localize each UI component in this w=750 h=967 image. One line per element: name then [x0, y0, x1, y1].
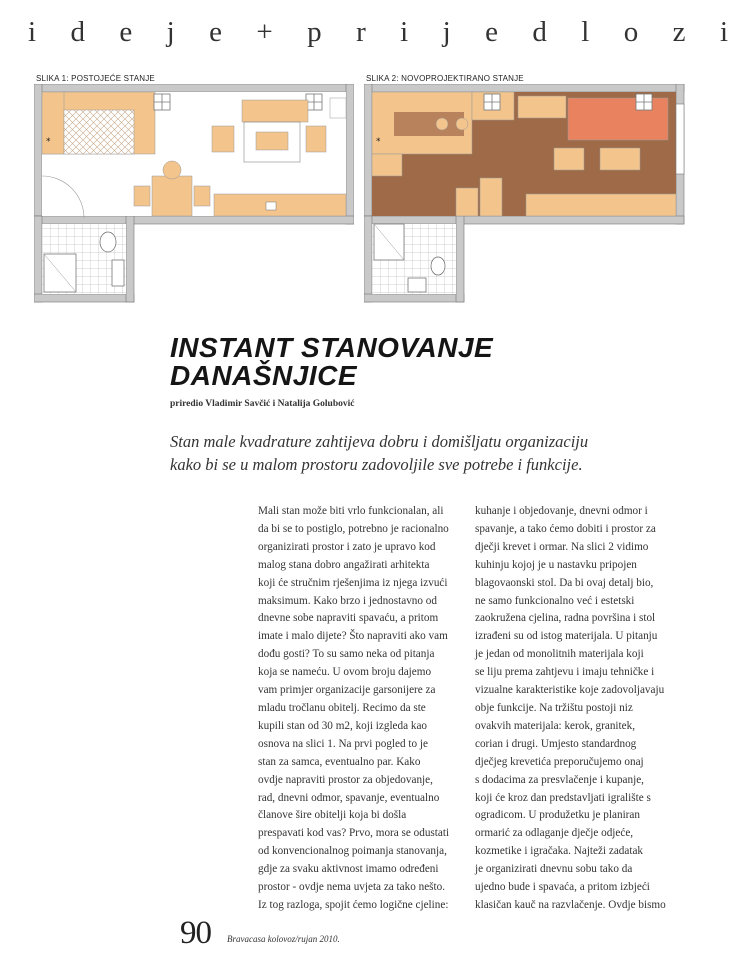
lead-paragraph — [170, 430, 690, 476]
body-line: dječji krevet i ormar. Na slici 2 vidimo — [475, 540, 649, 553]
bathroom — [42, 224, 126, 294]
body-line: vam primjer organizacije garsonijere za — [258, 684, 436, 697]
floor-plan-new — [364, 84, 686, 304]
kitchen-counter — [42, 92, 155, 154]
body-line: je organizirati dnevnu sobu tako da — [475, 863, 633, 876]
publication-name: Bravacasa kolovoz/rujan 2010. — [227, 934, 340, 944]
body-line: prostor - ovdje nema uvjeta za tako nešto. — [258, 881, 446, 894]
body-line: ujedno bude i spavaća, a pritom izbjeći — [475, 881, 650, 894]
body-line: da bi se to postiglo, potrebno je racionalno — [258, 522, 449, 535]
body-line: prespavati kod vas? Prvo, mora se odustati — [258, 827, 450, 840]
bathroom — [372, 224, 456, 294]
page-number: 90 — [180, 915, 211, 951]
section-letter: e — [209, 16, 222, 48]
balcony-door — [676, 104, 684, 174]
body-line: dođu gosti? To su samo neka od pitanja — [258, 648, 435, 661]
stool — [456, 118, 468, 130]
body-line: klasičan kauč na razvlačenje. Ovdje bismo — [475, 898, 666, 911]
stool — [436, 118, 448, 130]
section-letter: j — [166, 16, 175, 48]
body-line: stan za samca, eventualno par. Kako — [258, 755, 421, 768]
body-line: blagovaonski stol. Da bi ovaj detalj bio, — [475, 576, 654, 589]
tv-unit — [214, 194, 346, 216]
section-letter: i — [400, 16, 409, 48]
body-line: koji će stručnim rješenjima iz njega izvući — [258, 576, 448, 589]
coffee-table — [554, 148, 584, 170]
body-line: Mali stan može biti vrlo funkcionalan, ali — [258, 505, 444, 517]
body-line: koji će kroz dan predstavljati igralište s — [475, 791, 651, 804]
byline: priredio Vladimir Savčić i Natalija Golubović — [170, 399, 355, 409]
section-letter: l — [581, 16, 590, 48]
body-line: osnova na slici 1. Na prvi pogled to je — [258, 737, 428, 750]
figure-1-caption: SLIKA 1: POSTOJEĆE STANJE — [36, 74, 155, 83]
svg-text:*: * — [376, 137, 381, 147]
body-line: imate i malo dijete? Što napraviti ako vam — [258, 630, 448, 643]
storage — [480, 178, 502, 216]
article-title — [170, 334, 493, 390]
section-letter: o — [623, 16, 639, 48]
body-line: kozmetike i igračaka. Najteži zadatak — [475, 845, 644, 858]
body-column-1 — [258, 503, 464, 915]
floor-plan-existing — [34, 84, 354, 304]
body-line: ne samo funkcionalno već i estetski — [475, 594, 635, 607]
title-line-2: DANAŠNJICE — [170, 360, 358, 391]
wall-unit — [526, 194, 676, 216]
tv — [266, 202, 276, 210]
body-line: članove šire obitelji koja bi došla — [258, 809, 407, 822]
body-line: dnevne sobe napraviti spavaću, a pritom — [258, 612, 439, 625]
section-letter: d — [70, 16, 85, 48]
bed-area — [568, 98, 668, 140]
body-line: kuhinju kojoj je u nastavku pripojen — [475, 558, 637, 571]
section-letter: e — [485, 16, 498, 48]
section-letter: e — [119, 16, 133, 48]
svg-text:*: * — [46, 137, 51, 147]
body-line: vizualne karakteristike koje zadovoljavaju — [475, 684, 665, 697]
lead-line-1: Stan male kvadrature zahtijeva dobru i domišljatu organizaciju — [170, 432, 589, 451]
section-header — [28, 16, 728, 49]
crib — [518, 96, 566, 118]
section-letter: p — [307, 16, 322, 48]
body-line: ogradicom. U produžetku je planiran — [475, 809, 640, 822]
body-line: kupili stan od 30 m2, koji izgleda kao — [258, 719, 428, 732]
body-line: izrađeni su od istog materijala. U pitanju — [475, 630, 658, 643]
body-line: organizirati prostor i zato je upravo kod — [258, 540, 436, 553]
section-letter: i — [28, 16, 37, 48]
body-line: zaokružena cjelina, radna površina i stol — [475, 612, 656, 625]
dining-bar — [394, 112, 464, 136]
body-line: koja se nameću. U ovom broju dajemo — [258, 666, 432, 679]
body-line: ovakvih materijala: kerok, granitek, — [475, 719, 635, 732]
body-line: se liju prema zahtjevu i imaju tehničke i — [475, 666, 655, 679]
storage — [456, 188, 478, 216]
section-letter: z — [672, 16, 686, 48]
figure-2-caption: SLIKA 2: NOVOPROJEKTIRANO STANJE — [366, 74, 524, 83]
section-letter: i — [719, 16, 728, 48]
lead-line-2: kako bi se u malom prostoru zadovoljile sve potrebe i funkcije. — [170, 455, 583, 474]
body-line: mladu tročlanu obitelj. Recimo da ste — [258, 701, 426, 714]
shelf — [372, 154, 402, 176]
body-column-2 — [475, 503, 681, 915]
body-line: je jedan od monolitnih materijala koji — [475, 648, 644, 661]
body-line: ormarić za odlaganje dječje odjeće, — [475, 827, 634, 840]
body-line: kuhanje i objedovanje, dnevni odmor i — [475, 505, 648, 517]
section-letter: j — [442, 16, 451, 48]
body-line: maksimum. Kako brzo i jednostavno od — [258, 594, 437, 607]
body-line: rad, dnevni odmor, spavanje, eventualno — [258, 791, 440, 804]
body-line: corian i drugi. Umjesto standardnog — [475, 737, 637, 750]
body-line: spavanje, a tako ćemo dobiti i prostor za — [475, 522, 656, 535]
section-letter: r — [356, 16, 366, 48]
body-line: ovdje napraviti prostor za objedovanje, — [258, 773, 433, 786]
section-letter: d — [532, 16, 547, 48]
body-line: malog stana dobro angažirati arhitekta — [258, 558, 430, 571]
body-line: s dodacima za presvlačenje i kupanje, — [475, 773, 644, 786]
body-line: Iz tog razloga, spojit ćemo logične cjeline: — [258, 898, 449, 911]
section-letter: + — [256, 16, 273, 48]
title-line-1: INSTANT STANOVANJE — [170, 332, 494, 363]
pouf — [600, 148, 640, 170]
body-line: gdje za svaku aktivnost imamo određeni — [258, 863, 439, 876]
body-line: dječjeg krevetića preporučujemo onaj — [475, 755, 644, 768]
body-line: obje funkcije. Na tržištu postoji niz — [475, 701, 633, 714]
body-line: od konvencionalnog poimanja stanovanja, — [258, 845, 447, 858]
